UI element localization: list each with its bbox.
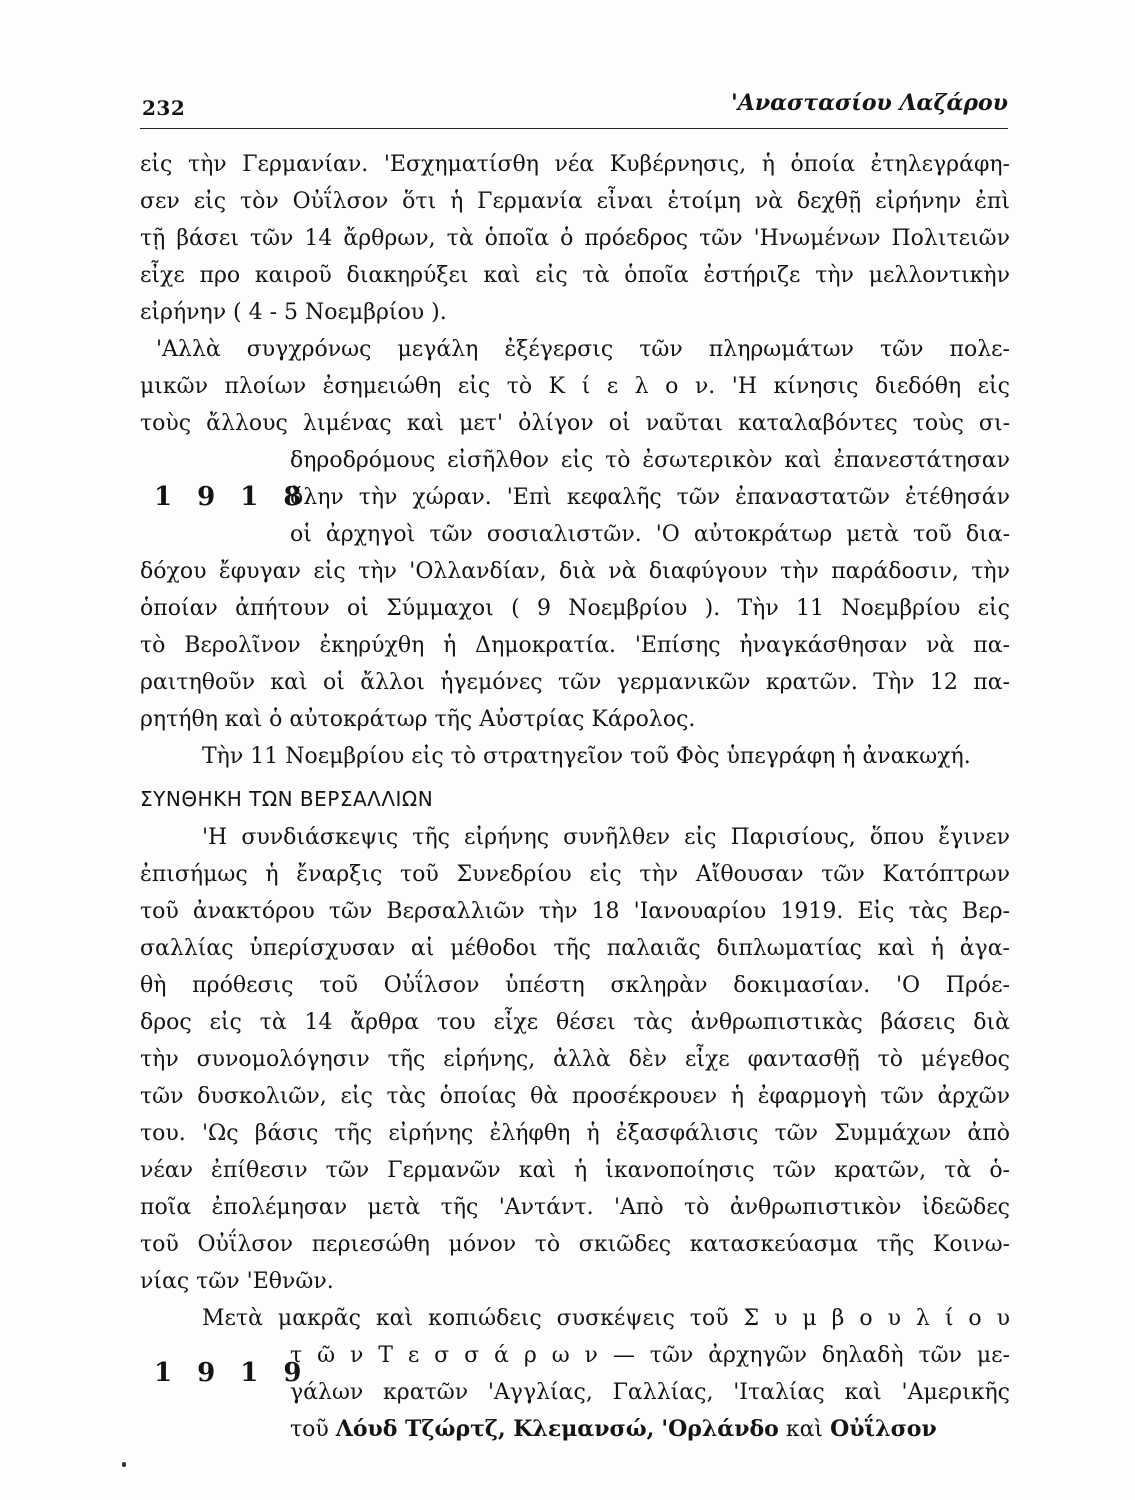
ink-speck [122, 1462, 126, 1467]
text-line: δηροδρόμους εἰσῆλθον εἰς τὸ ἐσωτερικὸν καὶ ἐπανεστάτησαν [290, 448, 1010, 473]
text-line: θὴ πρόθεσις τοῦ Οὐΐλσον ὑπέστη σκληρὰν δοκιμασίαν. 'Ο Πρόε- [140, 973, 1010, 998]
text-line: ρητήθη καὶ ὁ αὐτοκράτωρ τῆς Αὐστρίας Κάρολος. [140, 707, 696, 732]
text-line: δόχου ἔφυγαν εἰς τὴν 'Ολλανδίαν, διὰ νὰ διαφύγουν τὴν παράδοσιν, τὴν [140, 559, 1010, 584]
text-line: εἶχε προ καιροῦ διακηρύξει καὶ εἰς τὰ ὁποῖα ἐστήριζε τὴν μελλοντικὴν [140, 263, 1010, 288]
text-line: εἰρήνην ( 4 - 5 Νοεμβρίου ). [140, 300, 447, 325]
text-fragment: καὶ [785, 1417, 824, 1442]
text-line: τὴν συνομολόγησιν τῆς εἰρήνης, ἀλλὰ δὲν εἶχε φαντασθῇ τὸ μέγεθος [140, 1047, 1010, 1072]
text-line: ραιτηθοῦν καὶ οἱ ἄλλοι ἡγεμόνες τῶν γερμανικῶν κρατῶν. Τὴν 12 πα- [140, 670, 1010, 695]
running-head [140, 88, 1010, 122]
margin-year-1919: 1 9 1 9 [154, 1358, 310, 1388]
text-line: τοῦ ἀνακτόρου τῶν Βερσαλλιῶν τὴν 18 'Ιανουαρίου 1919. Εἰς τὰς Βερ- [140, 899, 1010, 924]
text-line: του. 'Ως βάσις τῆς εἰρήνης ἐλήφθη ἡ ἐξασφάλισις τῶν Συμμάχων ἀπὸ [140, 1121, 1010, 1146]
text-line: Μετὰ μακρᾶς καὶ κοπιώδεις συσκέψεις τοῦ Σ υ μ β ο υ λ ί ο υ [202, 1306, 1010, 1331]
running-head-author: 'Αναστασίου Λαζάρου [731, 90, 1008, 116]
bold-name: Λόυδ Τζώρτζ, Κλεμανσώ, [335, 1416, 655, 1442]
text-line-names [140, 1411, 1010, 1448]
text-line: μικῶν πλοίων ἐσημειώθη εἰς τὸ Κ ί ε λ ο ν. 'Η κίνησις διεδόθη εἰς [140, 374, 1010, 399]
text-line: Τὴν 11 Νοεμβρίου εἰς τὸ στρατηγεῖον τοῦ Φὸς ὑπεγράφη ἡ ἀνακωχή. [202, 744, 971, 769]
text-line: τοὺς ἄλλους λιμένας καὶ μετ' ὀλίγον οἱ ναῦται καταλαβόντες τοὺς σι- [140, 411, 1010, 436]
paragraph-5 [140, 1300, 1010, 1448]
margin-year-1918: 1 9 1 8 [154, 482, 310, 512]
header-rule [140, 128, 1008, 129]
text-line: σαλλίας ὑπερίσχυσαν αἱ μέθοδοι τῆς παλαιᾶς διπλωματίας καὶ ἡ ἀγα- [140, 936, 1010, 961]
margin-note-1919-block [140, 1337, 1010, 1448]
text-line: νέαν ἐπίθεσιν τῶν Γερμανῶν καὶ ἡ ἱκανοποίησις τῶν κρατῶν, τὰ ὁ- [140, 1158, 1010, 1183]
text-line: δρος εἰς τὰ 14 ἄρθρα του εἶχε θέσει τὰς ἀνθρωπιστικὰς βάσεις διὰ [140, 1010, 1010, 1035]
section-heading: ΣΥΝΘΗΚΗ ΤΩΝ ΒΕΡΣΑΛΛΙΩΝ [140, 787, 434, 811]
paragraph-1 [140, 146, 1010, 331]
text-line: τ ῶ ν Τ ε σ σ ά ρ ω ν — τῶν ἀρχηγῶν δηλαδὴ τῶν με- [290, 1343, 1010, 1368]
text-line: τῇ βάσει τῶν 14 ἄρθρων, τὰ ὁποῖα ὁ πρόεδρος τῶν 'Ηνωμένων Πολιτειῶν [140, 226, 1010, 251]
text-line: τῶν δυσκολιῶν, εἰς τὰς ὁποίας θὰ προσέκρουεν ἡ ἐφαρμογὴ τῶν ἀρχῶν [140, 1084, 1010, 1109]
paragraph-4 [140, 819, 1010, 1300]
bold-name: 'Ορλάνδο [661, 1416, 779, 1442]
text-line: σεν εἰς τὸν Οὐΐλσον ὅτι ἡ Γερμανία εἶναι ἑτοίμη νὰ δεχθῇ εἰρήνην ἐπὶ [140, 189, 1010, 214]
text-line: 'Η συνδιάσκεψις τῆς εἰρήνης συνῆλθεν εἰς Παρισίους, ὅπου ἔγινεν [202, 825, 1010, 850]
paragraph-2 [140, 331, 1010, 738]
text-line: ὁποίαν ἀπήτουν οἱ Σύμμαχοι ( 9 Νοεμβρίου ). Τὴν 11 Νοεμβρίου εἰς [140, 596, 1010, 621]
page-body [140, 146, 1010, 1448]
text-line: ποῖα ἐπολέμησαν μετὰ τῆς 'Αντάντ. 'Απὸ τὸ ἀνθρωπιστικὸν ἰδεῶδες [140, 1195, 1010, 1220]
text-line: ὅλην τὴν χώραν. 'Επὶ κεφαλῆς τῶν ἐπαναστατῶν ἐτέθησάν [290, 485, 1010, 510]
text-line: ἐπισήμως ἡ ἔναρξις τοῦ Συνεδρίου εἰς τὴν Αἴθουσαν τῶν Κατόπτρων [140, 862, 1010, 887]
paragraph-3 [140, 738, 1010, 775]
text-line: εἰς τὴν Γερμανίαν. 'Εσχηματίσθη νέα Κυβέρνησις, ἡ ὁποία ἐτηλεγράφη- [140, 152, 1010, 177]
text-fragment: τοῦ [290, 1417, 329, 1442]
page-number: 232 [142, 96, 186, 120]
text-line: 'Αλλὰ συγχρόνως μεγάλη ἐξέγερσις τῶν πληρωμάτων τῶν πολε- [156, 337, 1010, 362]
text-line: οἱ ἀρχηγοὶ τῶν σοσιαλιστῶν. 'Ο αὐτοκράτωρ μετὰ τοῦ δια- [290, 522, 1010, 547]
bold-name: Οὐΐλσον [830, 1416, 937, 1442]
text-line: τὸ Βερολῖνον ἐκηρύχθη ἡ Δημοκρατία. 'Επίσης ἠναγκάσθησαν νὰ πα- [140, 633, 1010, 658]
margin-note-1918-block [140, 442, 1010, 553]
text-line: γάλων κρατῶν 'Αγγλίας, Γαλλίας, 'Ιταλίας καὶ 'Αμερικῆς [290, 1380, 1010, 1405]
text-line: τοῦ Οὐΐλσον περιεσώθη μόνον τὸ σκιῶδες κατασκεύασμα τῆς Κοινω- [140, 1232, 1010, 1257]
text-line: νίας τῶν 'Εθνῶν. [140, 1269, 334, 1294]
